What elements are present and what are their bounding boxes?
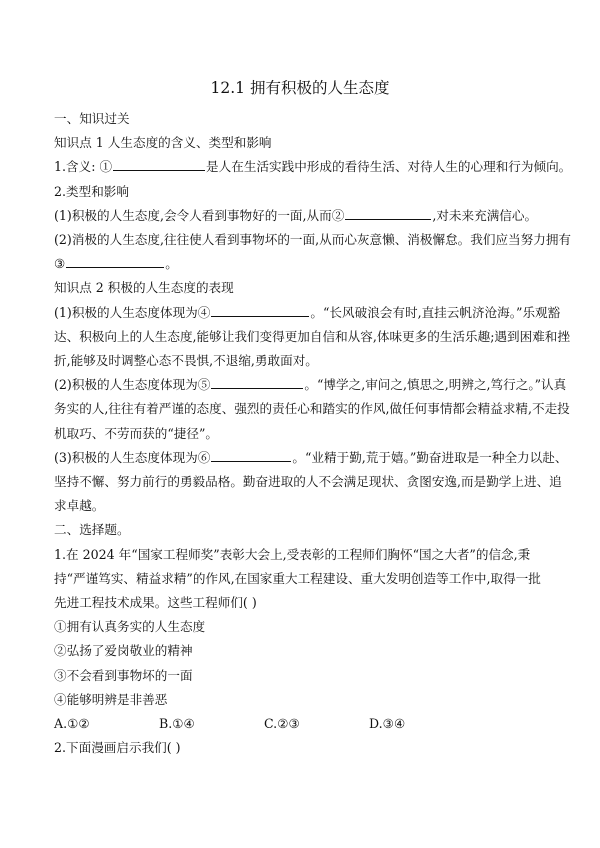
choice-q1-line3: 先进工程技术成果。这些工程师们( ): [54, 595, 257, 611]
type-negative-cont: ③ 。: [54, 256, 178, 272]
choice-d[interactable]: D.③④: [369, 716, 406, 732]
para2-line1: (2)积极的人生态度体现为⑤ 。“博学之,审问之,慎思之,明辨之,笃行之。”认真: [54, 377, 567, 393]
answer-blank-1[interactable]: [113, 157, 205, 171]
question-types: 2.类型和影响: [54, 183, 129, 199]
choice-q1-line2: 持“严谨笃实、精益求精”的作风,在国家重大工程建设、重大发明创造等工作中,取得一批: [54, 570, 541, 586]
answer-blank-3[interactable]: [66, 254, 164, 268]
knowledge-point-1: 知识点 1 人生态度的含义、类型和影响: [54, 135, 272, 151]
statement-2: ②弘扬了爱岗敬业的精神: [54, 643, 193, 659]
choice-q1-line1: 1.在 2024 年“国家工程师奖”表彰大会上,受表彰的工程师们胸怀“国之大者”的信念,秉: [54, 546, 531, 562]
statement-1: ①拥有认真务实的人生态度: [54, 619, 206, 635]
question-meaning: 1.含义: ① 是人在生活实践中形成的看待生活、对待人生的心理和行为倾向。: [54, 159, 572, 175]
type-negative: (2)消极的人生态度,往往使人看到事物坏的一面,从而心灰意懒、消极懈怠。我们应当努力拥有: [54, 232, 572, 248]
choice-q2: 2.下面漫画启示我们( ): [54, 740, 181, 756]
para2-line2: 务实的人,往往有着严谨的态度、强烈的责任心和踏实的作风,做任何事情都会精益求精,不走投: [54, 401, 570, 417]
para1-line3: 折,能够及时调整心态不畏惧,不退缩,勇敢面对。: [54, 353, 318, 369]
para1-line1: (1)积极的人生态度体现为④ 。“长风破浪会有时,直挂云帆济沧海。”乐观豁: [54, 304, 561, 320]
para3-line3: 求卓越。: [54, 498, 105, 514]
page-title: 12.1 拥有积极的人生态度: [210, 79, 390, 97]
statement-4: ④能够明辨是非善恶: [54, 691, 168, 707]
answer-blank-5[interactable]: [211, 375, 303, 389]
para2-line3: 机取巧、不劳而获的“捷径”。: [54, 425, 219, 441]
worksheet-body: [54, 107, 572, 760]
answer-blank-4[interactable]: [211, 303, 309, 317]
answer-choices: [54, 712, 550, 736]
choice-a[interactable]: A.①②: [54, 716, 90, 732]
type-positive: (1)积极的人生态度,会令人看到事物好的一面,从而② ,对未来充满信心。: [54, 207, 538, 223]
section-heading-knowledge: 一、知识过关: [54, 111, 130, 126]
para3-line1: (3)积极的人生态度体现为⑥ 。“业精于勤,荒于嬉。”勤奋进取是一种全力以赴、: [54, 449, 568, 465]
para3-line2: 坚持不懈、努力前行的勇毅品格。勤奋进取的人不会满足现状、贪图安逸,而是勤学上进、追: [54, 474, 562, 490]
section-heading-choice: 二、选择题。: [54, 522, 130, 538]
knowledge-point-2: 知识点 2 积极的人生态度的表现: [54, 280, 234, 296]
choice-b[interactable]: B.①④: [159, 716, 195, 732]
choice-c[interactable]: C.②③: [264, 716, 300, 732]
statement-3: ③不会看到事物坏的一面: [54, 667, 193, 683]
answer-blank-6[interactable]: [211, 448, 291, 462]
para1-line2: 达、积极向上的人生态度,能够让我们变得更加自信和从容,体味更多的生活乐趣;遇到困难和挫: [54, 328, 570, 344]
answer-blank-2[interactable]: [345, 206, 431, 220]
